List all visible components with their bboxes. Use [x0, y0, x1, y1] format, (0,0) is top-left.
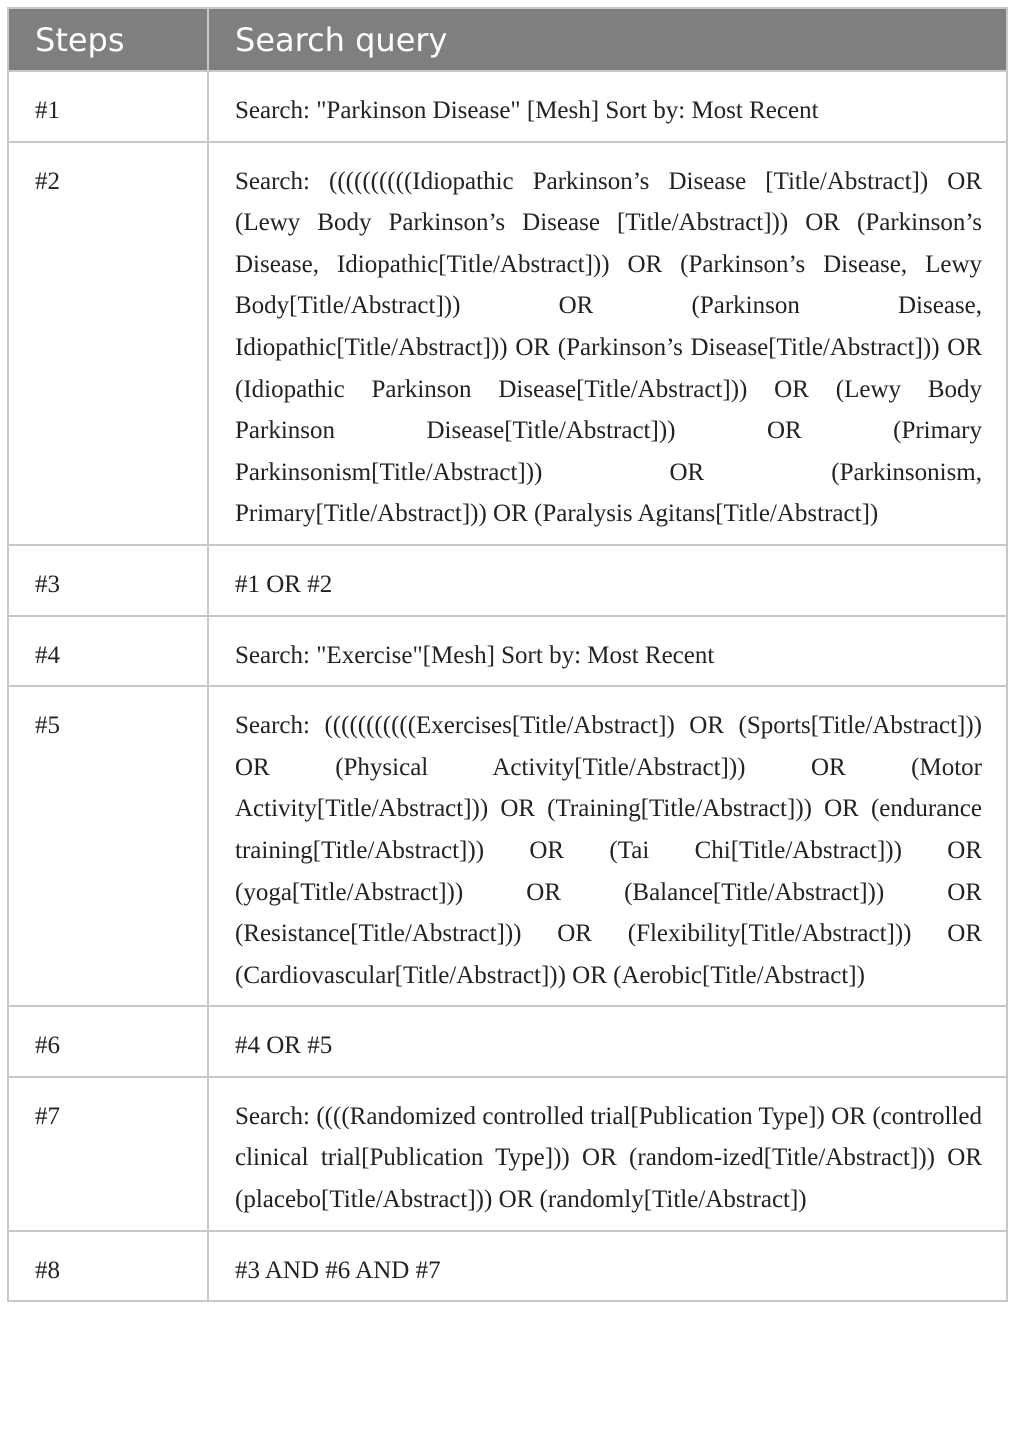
- header-row: [8, 8, 1007, 71]
- search-strategy-table-container: [7, 7, 1006, 1302]
- table-row: [8, 616, 1007, 687]
- step-cell: #2: [8, 142, 208, 545]
- step-cell: #3: [8, 545, 208, 616]
- query-cell: Search: (((((((((((Exercises[Title/Abstract]) OR (Sports[Title/Abstract])) OR (Physical Activity[Title/Abstract])) OR (Motor Activity[Title/Abstract])) OR (Training[Title/Abstract])) OR (endurance training[Title/Abstract])) OR (Tai Chi[Title/Abstract])) OR (yoga[Title/Abstract])) OR (Balance[Title/Abstract])) OR (Resistance[Title/Abstract])) OR (Flexibility[Title/Abstract])) OR (Cardiovascular[Title/Abstract])) OR (Aerobic[Title/Abstract]): [208, 686, 1007, 1006]
- table-row: [8, 686, 1007, 1006]
- query-cell: #4 OR #5: [208, 1006, 1007, 1077]
- table-row: [8, 545, 1007, 616]
- header-steps: Steps: [8, 8, 208, 71]
- table-row: [8, 142, 1007, 545]
- query-cell: Search: ((((Randomized controlled trial[Publication Type]) OR (controlled clinical trial[Publication Type])) OR (random-ized[Title/Abstract])) OR (placebo[Title/Abstract])) OR (randomly[Title/Abstract]): [208, 1077, 1007, 1231]
- query-cell: #3 AND #6 AND #7: [208, 1231, 1007, 1302]
- query-cell: Search: "Exercise"[Mesh] Sort by: Most Recent: [208, 616, 1007, 687]
- query-cell: Search: ((((((((((Idiopathic Parkinson’s Disease [Title/Abstract]) OR (Lewy Body Parkinson’s Disease [Title/Abstract])) OR (Parkinson’s Disease, Idiopathic[Title/Abstract])) OR (Parkinson’s Disease, Lewy Body[Title/Abstract])) OR (Parkinson Disease, Idiopathic[Title/Abstract])) OR (Parkinson’s Disease[Title/Abstract])) OR (Idiopathic Parkinson Disease[Title/Abstract])) OR (Lewy Body Parkinson Disease[Title/Abstract])) OR (Primary Parkinsonism[Title/Abstract])) OR (Parkinsonism, Primary[Title/Abstract])) OR (Paralysis Agitans[Title/Abstract]): [208, 142, 1007, 545]
- step-cell: #7: [8, 1077, 208, 1231]
- table-row: [8, 71, 1007, 142]
- query-cell: Search: "Parkinson Disease" [Mesh] Sort by: Most Recent: [208, 71, 1007, 142]
- table-row: [8, 1231, 1007, 1302]
- search-strategy-table: [7, 7, 1008, 1302]
- step-cell: #5: [8, 686, 208, 1006]
- header-search-query: Search query: [208, 8, 1007, 71]
- step-cell: #8: [8, 1231, 208, 1302]
- step-cell: #4: [8, 616, 208, 687]
- table-row: [8, 1006, 1007, 1077]
- step-cell: #6: [8, 1006, 208, 1077]
- table-row: [8, 1077, 1007, 1231]
- step-cell: #1: [8, 71, 208, 142]
- query-cell: #1 OR #2: [208, 545, 1007, 616]
